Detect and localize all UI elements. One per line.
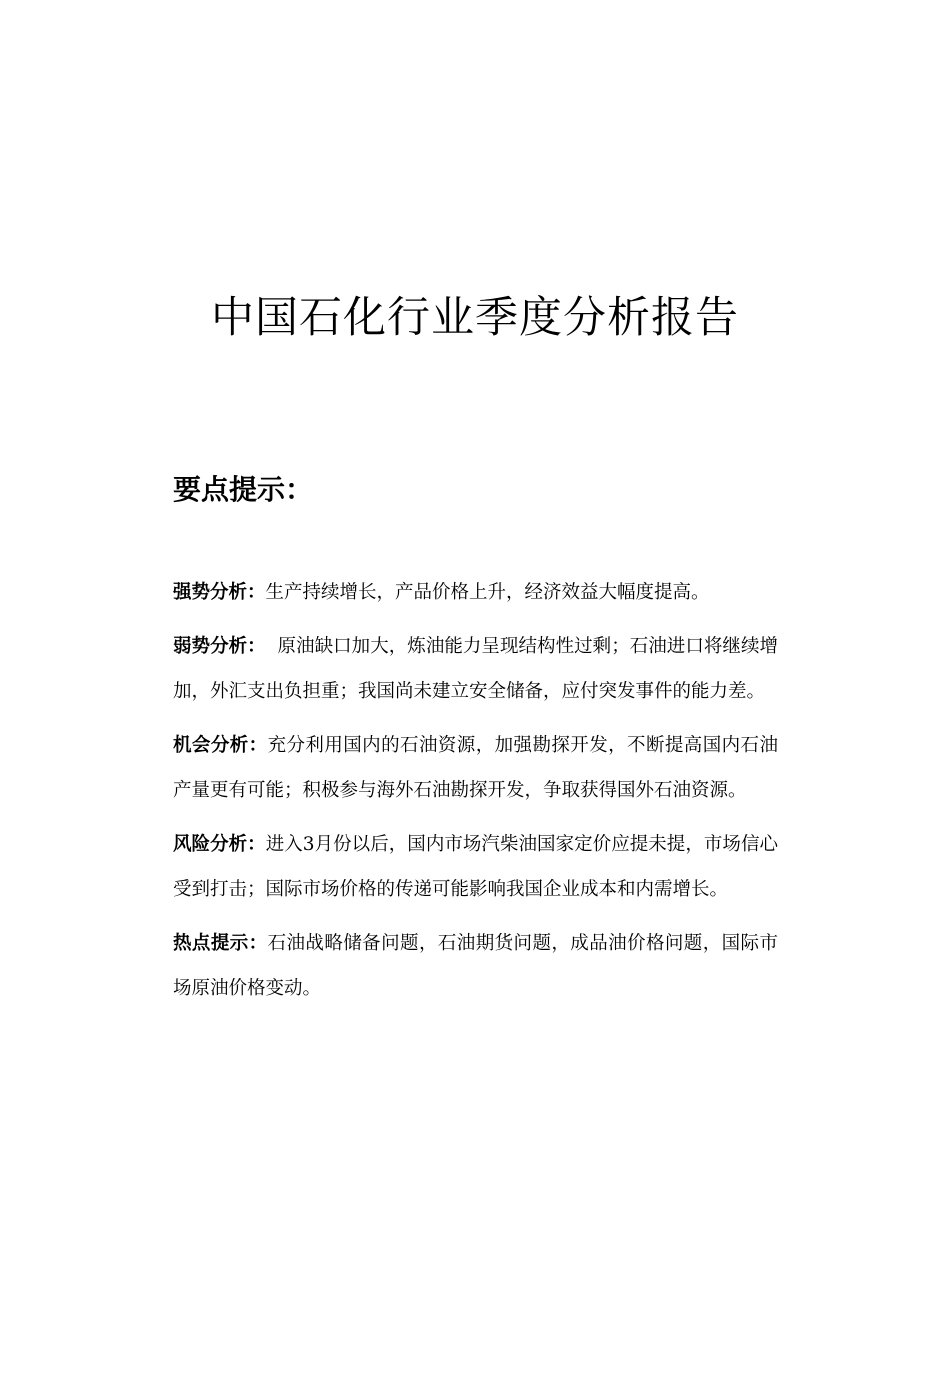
hot-topics-paragraph xyxy=(173,921,778,1011)
weakness-analysis-paragraph xyxy=(173,624,778,714)
paragraph-label: 机会分析： xyxy=(173,735,268,756)
key-points-list xyxy=(173,570,778,1020)
strength-analysis-paragraph xyxy=(173,570,778,615)
opportunity-analysis-paragraph xyxy=(173,723,778,813)
paragraph-label: 热点提示： xyxy=(173,933,268,954)
paragraph-text: 充分利用国内的石油资源，加强勘探开发，不断提高国内石油产量更有可能；积极参与海外石油勘探开发，争取获得国外石油资源。 xyxy=(173,735,778,801)
paragraph-label: 风险分析： xyxy=(173,834,266,855)
paragraph-text: 原油缺口加大，炼油能力呈现结构性过剩；石油进口将继续增加，外汇支出负担重；我国尚未建立安全储备，应付突发事件的能力差。 xyxy=(173,636,778,702)
paragraph-text: 生产持续增长，产品价格上升，经济效益大幅度提高。 xyxy=(265,582,710,603)
document-title: 中国石化行业季度分析报告 xyxy=(211,293,739,343)
key-points-heading: 要点提示： xyxy=(173,473,314,506)
risk-analysis-paragraph xyxy=(173,822,778,912)
paragraph-label: 强势分析： xyxy=(173,582,266,603)
paragraph-label: 弱势分析： xyxy=(173,636,266,657)
paragraph-text: 进入3月份以后，国内市场汽柴油国家定价应提未提，市场信心受到打击；国际市场价格的传递可能影响我国企业成本和内需增长。 xyxy=(173,834,778,900)
paragraph-text: 石油战略储备问题，石油期货问题，成品油价格问题，国际市场原油价格变动。 xyxy=(173,933,778,999)
